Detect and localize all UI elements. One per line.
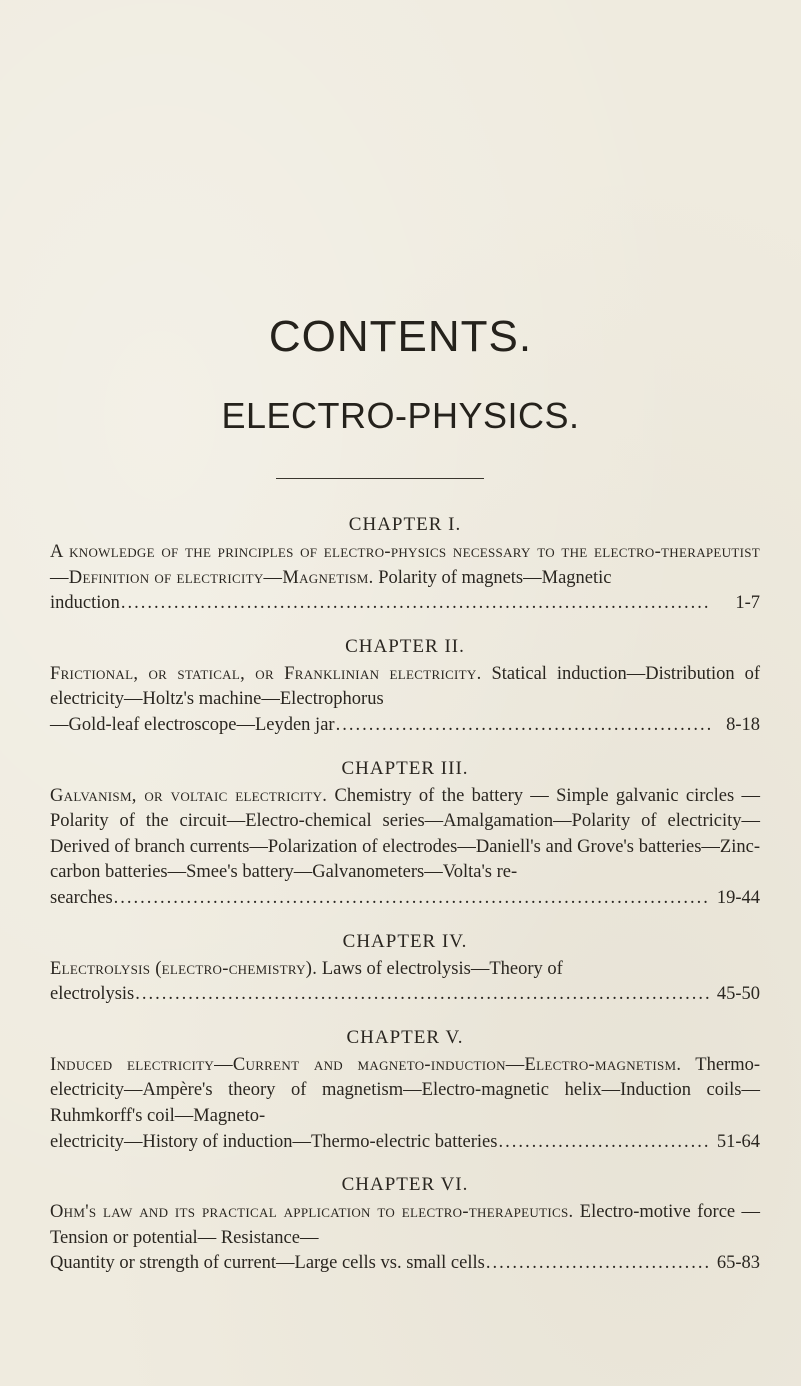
chapter-heading: CHAPTER I. <box>348 514 462 535</box>
chapter-heading: CHAPTER IV. <box>342 930 468 952</box>
chapter-last-text: Quantity or strength of current—Large cells vs. small cells <box>50 1253 485 1274</box>
chapter-entry <box>50 1170 760 1277</box>
page-range: 19-44 <box>716 887 760 908</box>
contents-list <box>50 510 760 1292</box>
page-range: 1-7 <box>735 593 760 614</box>
page-range: 45-50 <box>716 984 760 1005</box>
chapter-heading: CHAPTER II. <box>345 635 465 657</box>
chapter-topic: A knowledge of the principles of electro-physics necessary to the electro-therapeutist—Definition of electricity—Magnetism. <box>50 542 760 588</box>
section-title: ELECTRO-PHYSICS. <box>221 395 580 436</box>
chapter-entry <box>50 510 760 617</box>
chapter-topic: Induced electricity—Current and magneto-induction—Electro-magnetism. <box>50 1054 682 1075</box>
dot-leader <box>486 1251 710 1277</box>
chapter-last-text: induction <box>50 593 120 614</box>
page-range: 51-64 <box>716 1131 760 1152</box>
chapter-topic: Frictional, or statical, or Franklinian electricity. <box>50 663 482 684</box>
chapter-summary <box>50 784 760 886</box>
dot-leader <box>336 713 710 739</box>
chapter-text: Electro-motive force — Tension or potential— Resistance— <box>50 1202 760 1248</box>
chapter-entry <box>50 632 760 739</box>
dot-leader <box>135 982 710 1008</box>
page-range: 8-18 <box>726 714 760 735</box>
chapter-heading: CHAPTER III. <box>341 757 469 779</box>
chapter-summary <box>50 662 760 713</box>
chapter-topic: Ohm's law and its practical application to electro-therapeutics. <box>50 1202 574 1223</box>
chapter-last-line <box>50 982 760 1008</box>
chapter-last-line <box>50 713 760 739</box>
chapter-text: Thermo-electricity—Ampère's theory of magnetism—Electro-magnetic helix—Induction coils—Ruhmkorff's coil—Magneto- <box>50 1054 760 1126</box>
chapter-topic: Galvanism, or voltaic electricity. <box>50 785 328 806</box>
chapter-entry <box>50 1023 760 1155</box>
dot-leader <box>498 1130 710 1156</box>
chapter-topic: Electrolysis (electro-chemistry). <box>50 958 318 979</box>
chapter-text: Laws of electrolysis—Theory of <box>317 958 563 979</box>
chapter-last-line <box>50 591 760 617</box>
chapter-last-text: —Gold-leaf electroscope—Leyden jar <box>50 714 335 735</box>
chapter-text: Statical induction—Distribution of electricity—Holtz's machine—Electrophorus <box>50 663 760 710</box>
chapter-summary <box>50 1053 760 1130</box>
chapter-text: Chemistry of the battery — Simple galvanic circles — Polarity of the circuit—Electro-chemical series—Amalgamation—Polarity of electricity—Derived of branch currents—Polarization of electrodes—Daniell's and Grove's batteries—Zinc-carbon batteries—Smee's battery—Galvanometers—Volta's re- <box>50 785 760 883</box>
chapter-entry <box>50 754 760 912</box>
page-range: 65-83 <box>716 1253 760 1274</box>
chapter-last-line <box>50 886 760 912</box>
chapter-text: Polarity of magnets—Magnetic <box>373 567 612 588</box>
chapter-heading: CHAPTER VI. <box>341 1174 469 1196</box>
chapter-last-text: searches <box>50 887 113 908</box>
chapter-summary <box>50 957 760 983</box>
dot-leader <box>121 591 710 617</box>
chapter-last-line <box>50 1251 760 1277</box>
divider-rule <box>276 478 484 479</box>
chapter-last-line <box>50 1130 760 1156</box>
chapter-last-text: electricity—History of induction—Thermo-electric batteries <box>50 1131 498 1152</box>
page-title: CONTENTS. <box>268 312 533 361</box>
chapter-heading: CHAPTER V. <box>346 1026 464 1048</box>
chapter-summary <box>50 1200 760 1251</box>
chapter-summary <box>50 540 760 591</box>
dot-leader <box>114 886 710 912</box>
chapter-entry <box>50 927 760 1008</box>
chapter-last-text: electrolysis <box>50 984 135 1005</box>
